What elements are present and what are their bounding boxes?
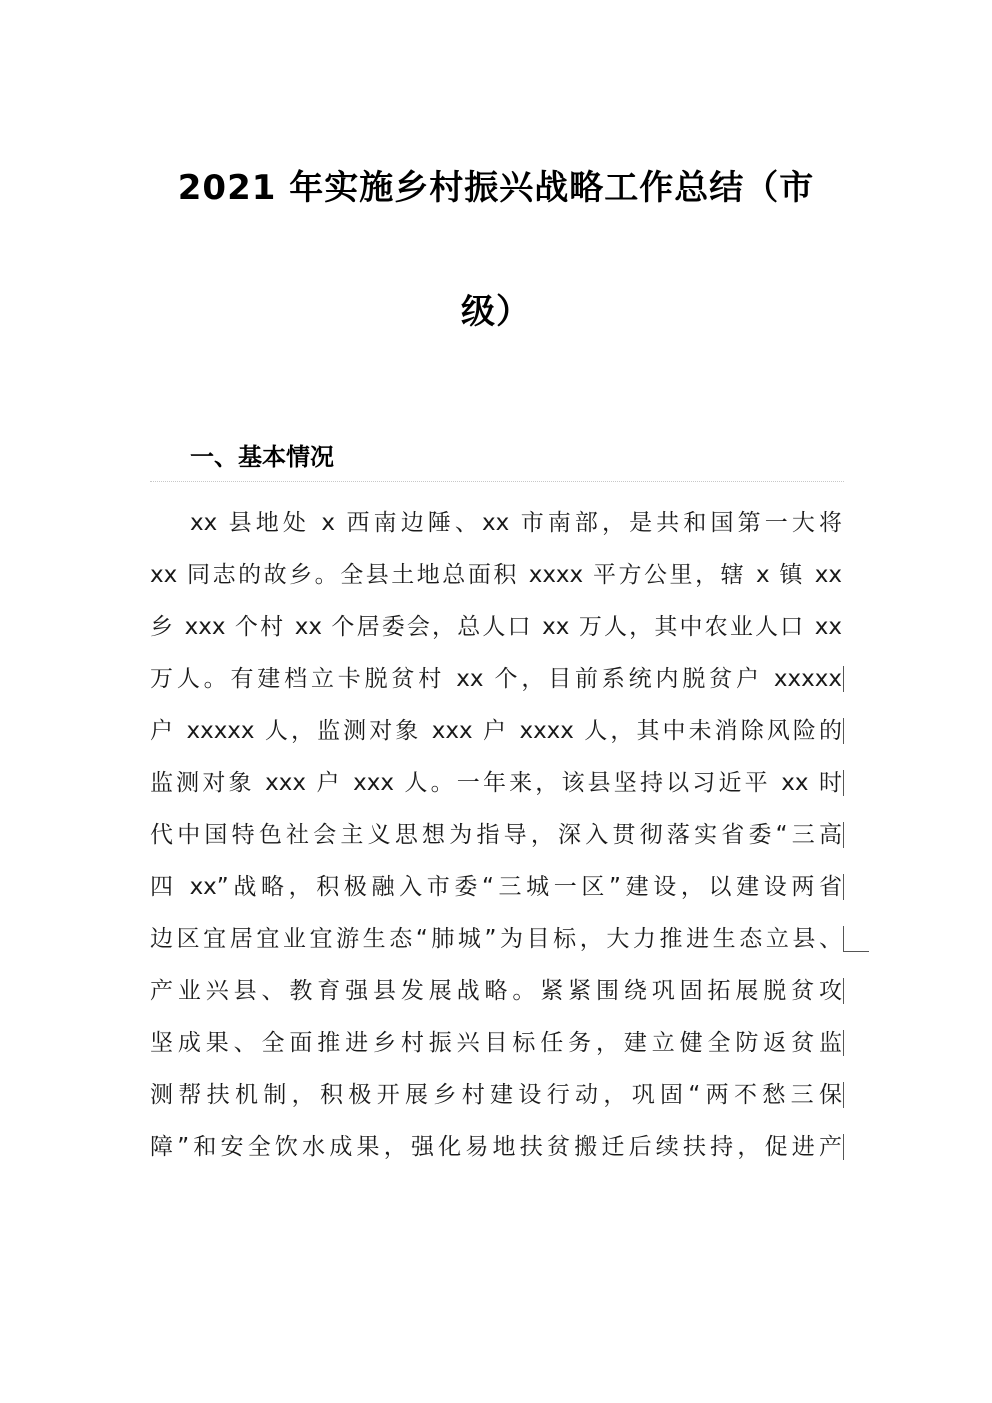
body-line: 坚成果、全面推进乡村振兴目标任务，建立健全防返贫监 [150,1030,842,1056]
body-line: 边区宜居宜业宜游生态“肺城”为目标，大力推进生态立县、 [150,926,842,952]
body-line: xx 县地处 x 西南边陲、xx 市南部，是共和国第一大将 [190,510,842,536]
margin-boundary-mark [843,1030,844,1056]
document-title-line-2: 级） [461,292,531,332]
body-line: 乡 xxx 个村 xx 个居委会，总人口 xx 万人，其中农业人口 xx [150,614,842,640]
margin-boundary-mark [843,926,844,952]
margin-boundary-mark [843,951,869,952]
margin-boundary-mark [843,822,844,848]
margin-boundary-mark [843,770,844,796]
body-line: 障”和安全饮水成果，强化易地扶贫搬迁后续扶持，促进产 [150,1134,842,1160]
body-line: 代中国特色社会主义思想为指导，深入贯彻落实省委“三高 [150,822,842,848]
document-title-line-1: 2021 年实施乡村振兴战略工作总结（市 [177,168,815,208]
body-line: 监测对象 xxx 户 xxx 人。一年来，该县坚持以习近平 xx 时 [150,770,842,796]
body-line: 产业兴县、教育强县发展战略。紧紧围绕巩固拓展脱贫攻 [150,978,842,1004]
margin-boundary-mark [843,666,844,692]
margin-boundary-mark [843,874,844,900]
body-line: 户 xxxxx 人，监测对象 xxx 户 xxxx 人，其中未消除风险的 [150,718,842,744]
body-line: xx 同志的故乡。全县土地总面积 xxxx 平方公里，辖 x 镇 xx [150,562,842,588]
body-line: 测帮扶机制，积极开展乡村建设行动，巩固“两不愁三保 [150,1082,842,1108]
margin-boundary-mark [843,1134,844,1160]
margin-boundary-mark [843,978,844,1004]
margin-boundary-mark [843,718,844,744]
body-line: 万人。有建档立卡脱贫村 xx 个，目前系统内脱贫户 xxxxx [150,666,842,692]
body-line: 四 xx”战略，积极融入市委“三城一区”建设，以建设两省 [150,874,842,900]
margin-boundary-mark [843,1082,844,1108]
section-heading: 一、基本情况 [190,443,334,471]
heading-divider [150,481,844,482]
